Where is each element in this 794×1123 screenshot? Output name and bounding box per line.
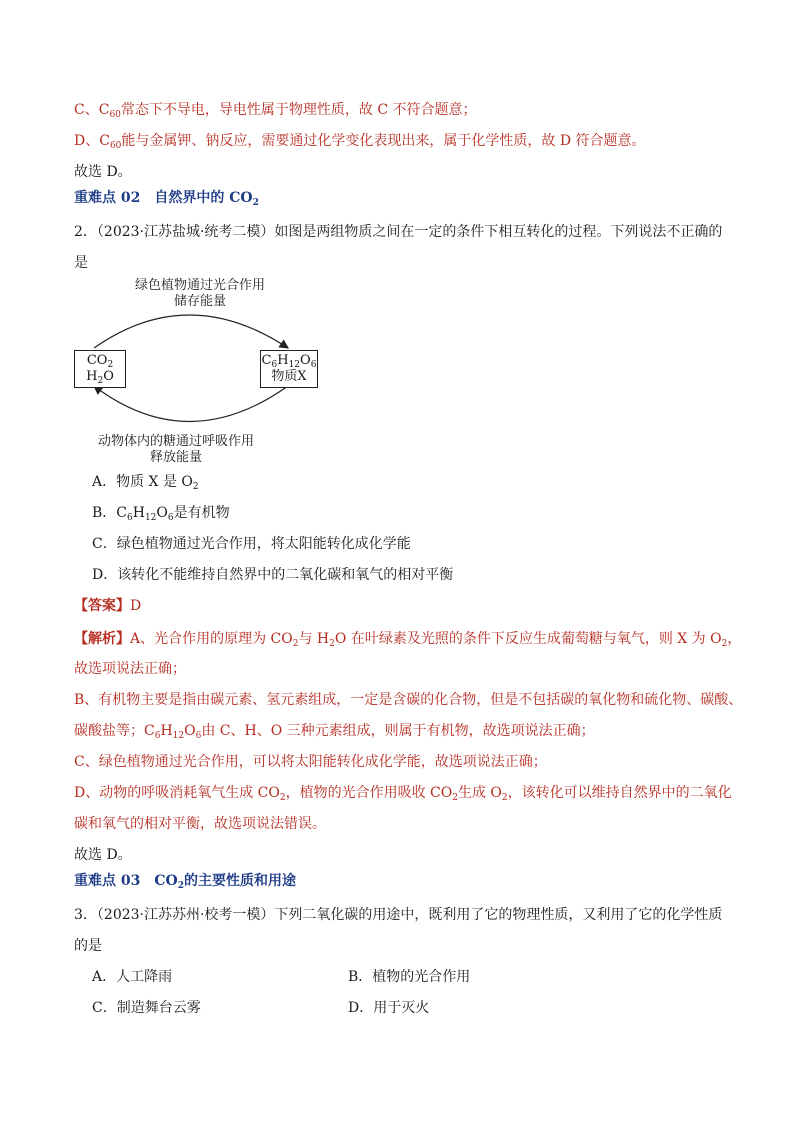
conclusion-line: 故选 D。: [74, 164, 132, 180]
option-b: B．植物的光合作用: [348, 969, 471, 985]
option-a: A．物质 X 是 $O_2$: [92, 474, 199, 492]
section-heading: 重难点 03 $CO_2$的主要性质和用途: [74, 873, 296, 891]
bottom-label: 动物体内的糖通过呼吸作用 释放能量: [97, 434, 254, 465]
option-b: B．$C_6H_{12}O_6$是有机物: [92, 505, 230, 523]
option-c: C．绿色植物通过光合作用，将太阳能转化成化学能: [92, 536, 411, 552]
section-heading: 重难点 02 自然界中的 $CO_2$: [74, 190, 259, 208]
option-c: C．制造舞台云雾: [92, 1000, 201, 1016]
question-stem: 3．（2023·江苏苏州·校考一模）下列二氧化碳的用途中，既利用了它的物理性质，又利用了它的化学性质: [74, 907, 723, 923]
question-stem-cont: 的是: [74, 938, 102, 954]
analysis-line-3: B、有机物主要是指由碳元素、氢元素组成，一定是含碳的化合物，但是不包括碳的氧化物和硫化物、碳酸、: [74, 692, 743, 708]
explanation-line-c: C、$C_{60}$常态下不导电，导电性属于物理性质，故 C 不符合题意；: [74, 102, 477, 120]
option-a: A．人工降雨: [92, 969, 173, 985]
conversion-diagram: [60, 272, 360, 472]
explanation-line-d: D、$C_{60}$能与金属钾、钠反应，需要通过化学变化表现出来，属于化学性质，故 D 符合题意。: [74, 133, 646, 151]
question-stem-cont: 是: [74, 255, 88, 271]
analysis-line-1: 【解析】A、光合作用的原理为 $CO_2$与 $H_2O$ 在叶绿素及光照的条件下反应生成葡萄糖与氧气，则 X 为 $O_2$，: [74, 631, 742, 649]
top-label: 绿色植物通过光合作用 储存能量: [134, 278, 265, 309]
analysis-line-2: 故选项说法正确；: [74, 661, 186, 677]
answer-line: 【答案】D: [74, 598, 142, 614]
box-glucose-x: $C_6H_{12}O_6$ 物质X: [260, 350, 318, 388]
option-d: D．该转化不能维持自然界中的二氧化碳和氧气的相对平衡: [92, 567, 454, 583]
question-stem: 2．（2023·江苏盐城·统考二模）如图是两组物质之间在一定的条件下相互转化的过程。下列说法不正确的: [74, 224, 723, 240]
box-co2-h2o: $CO_2$ $H_2O$: [74, 350, 126, 388]
analysis-line-4: 碳酸盐等；$C_6H_{12}O_6$由 C、H、O 三种元素组成，则属于有机物，故选项说法正确；: [74, 723, 595, 741]
analysis-line-6: D、动物的呼吸消耗氧气生成 $CO_2$，植物的光合作用吸收 $CO_2$生成 $O_2$，该转化可以维持自然界中的二氧化: [74, 785, 732, 803]
analysis-line-5: C、绿色植物通过光合作用，可以将太阳能转化成化学能，故选项说法正确；: [74, 754, 547, 770]
conclusion-line: 故选 D。: [74, 847, 132, 863]
bottom-arrow: [94, 386, 288, 422]
option-d: D．用于灭火: [348, 1000, 430, 1016]
top-arrow: [94, 315, 288, 348]
analysis-line-7: 碳和氧气的相对平衡，故选项说法错误。: [74, 816, 326, 832]
